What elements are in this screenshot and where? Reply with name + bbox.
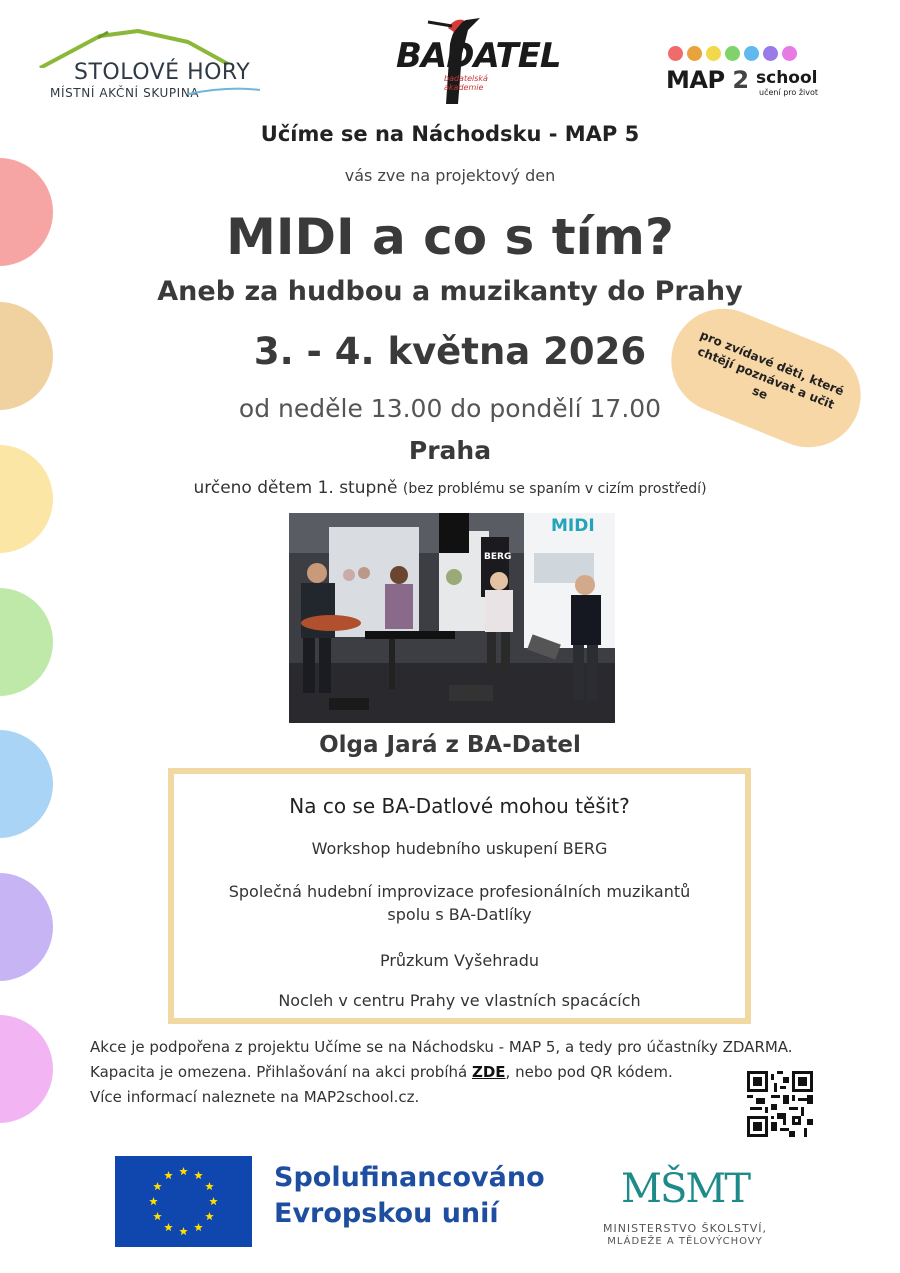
eu-star bbox=[209, 1197, 218, 1205]
event-title: MIDI a co s tím? bbox=[226, 208, 674, 266]
program-item: Průzkum Vyšehradu bbox=[379, 951, 540, 970]
program-item: Nocleh v centru Prahy ve vlastních spacácích bbox=[278, 991, 641, 1010]
invite-text: vás zve na projektový den bbox=[344, 166, 556, 185]
decor-dot-purple bbox=[0, 873, 53, 981]
program-box bbox=[168, 768, 751, 1024]
msmt-line1: MINISTERSTVO ŠKOLSTVÍ, bbox=[602, 1222, 768, 1235]
eu-star bbox=[149, 1197, 158, 1205]
event-time: od neděle 13.00 do pondělí 17.00 bbox=[238, 394, 662, 423]
map2-school: school bbox=[756, 68, 818, 88]
eu-star bbox=[153, 1182, 162, 1190]
decor-dot-green bbox=[0, 588, 53, 696]
audience-badge: pro zvídavé děti, které chtějí poznávat a učit se bbox=[656, 293, 877, 463]
eu-star bbox=[153, 1212, 162, 1220]
map2-tag: učení pro život bbox=[759, 88, 819, 97]
logo-stolove-hory bbox=[38, 28, 263, 103]
program-item: Workshop hudebního uskupení BERG bbox=[311, 839, 608, 858]
info-funding: Akce je podpořena z projektu Učíme se na Náchodsku - MAP 5, a tedy pro účastníky ZDARMA. bbox=[90, 1038, 793, 1056]
event-place: Praha bbox=[408, 436, 492, 465]
program-heading: Na co se BA-Datlové mohou těšit? bbox=[289, 794, 630, 818]
project-name: Učíme se na Náchodsku - MAP 5 bbox=[260, 122, 640, 146]
eu-star bbox=[205, 1212, 214, 1220]
msmt-line2: MLÁDEŽE A TĚLOVÝCHOVY bbox=[607, 1236, 763, 1247]
stolove-sub: MÍSTNÍ AKČNÍ SKUPINA bbox=[50, 86, 200, 100]
eu-star bbox=[194, 1171, 203, 1179]
eu-star bbox=[164, 1223, 173, 1231]
photo-berg-label: BERG bbox=[484, 552, 512, 562]
lead-person: Olga Jará z BA-Datel bbox=[319, 732, 581, 758]
msmt-mark-icon bbox=[585, 1152, 785, 1220]
info-registration bbox=[90, 1063, 673, 1081]
logo-badatel bbox=[388, 14, 561, 109]
photo-midi-label: MIDI bbox=[551, 516, 595, 536]
registration-text-end: , nebo pod QR kódem. bbox=[505, 1063, 673, 1081]
badatel-sub: badatelská akademie bbox=[444, 74, 488, 92]
event-target bbox=[0, 478, 900, 498]
info-more: Více informací naleznete na MAP2school.cz. bbox=[90, 1088, 420, 1106]
eu-star bbox=[179, 1167, 188, 1175]
event-photo bbox=[289, 513, 615, 723]
eu-star bbox=[164, 1171, 173, 1179]
stolove-name: STOLOVÉ HORY bbox=[74, 60, 251, 85]
eu-star bbox=[179, 1227, 188, 1235]
registration-text: Kapacita je omezena. Přihlašování na akci probíhá bbox=[90, 1063, 472, 1081]
program-item: spolu s BA-Datlíky bbox=[387, 905, 532, 924]
eu-star bbox=[205, 1182, 214, 1190]
eu-star bbox=[194, 1223, 203, 1231]
map2-map: MAP 2 bbox=[666, 66, 749, 94]
eu-flag bbox=[115, 1156, 252, 1247]
program-item: Společná hudební improvizace profesionálních muzikantů bbox=[228, 882, 691, 901]
decor-dot-magenta bbox=[0, 1015, 53, 1123]
map2-dots bbox=[668, 46, 797, 61]
eu-line1: Spolufinancováno bbox=[274, 1162, 545, 1193]
eu-line2: Evropskou unií bbox=[274, 1198, 499, 1230]
svg-text:MŠMT: MŠMT bbox=[621, 1166, 749, 1212]
event-date: 3. - 4. května 2026 bbox=[253, 330, 647, 373]
registration-link[interactable]: ZDE bbox=[471, 1063, 506, 1081]
target-note: (bez problému se spaním v cizím prostředí) bbox=[402, 481, 707, 497]
eu-cofunded bbox=[274, 1160, 545, 1233]
swoosh-icon bbox=[38, 28, 263, 103]
eu-stars-icon bbox=[115, 1156, 252, 1247]
target-text: určeno dětem 1. stupně bbox=[193, 478, 398, 498]
event-subtitle: Aneb za hudbou a muzikanty do Prahy bbox=[157, 276, 743, 307]
qr-code[interactable] bbox=[747, 1071, 813, 1137]
badatel-name: BADATEL bbox=[396, 36, 561, 76]
logo-map2school bbox=[664, 42, 834, 102]
logo-msmt bbox=[585, 1152, 785, 1252]
